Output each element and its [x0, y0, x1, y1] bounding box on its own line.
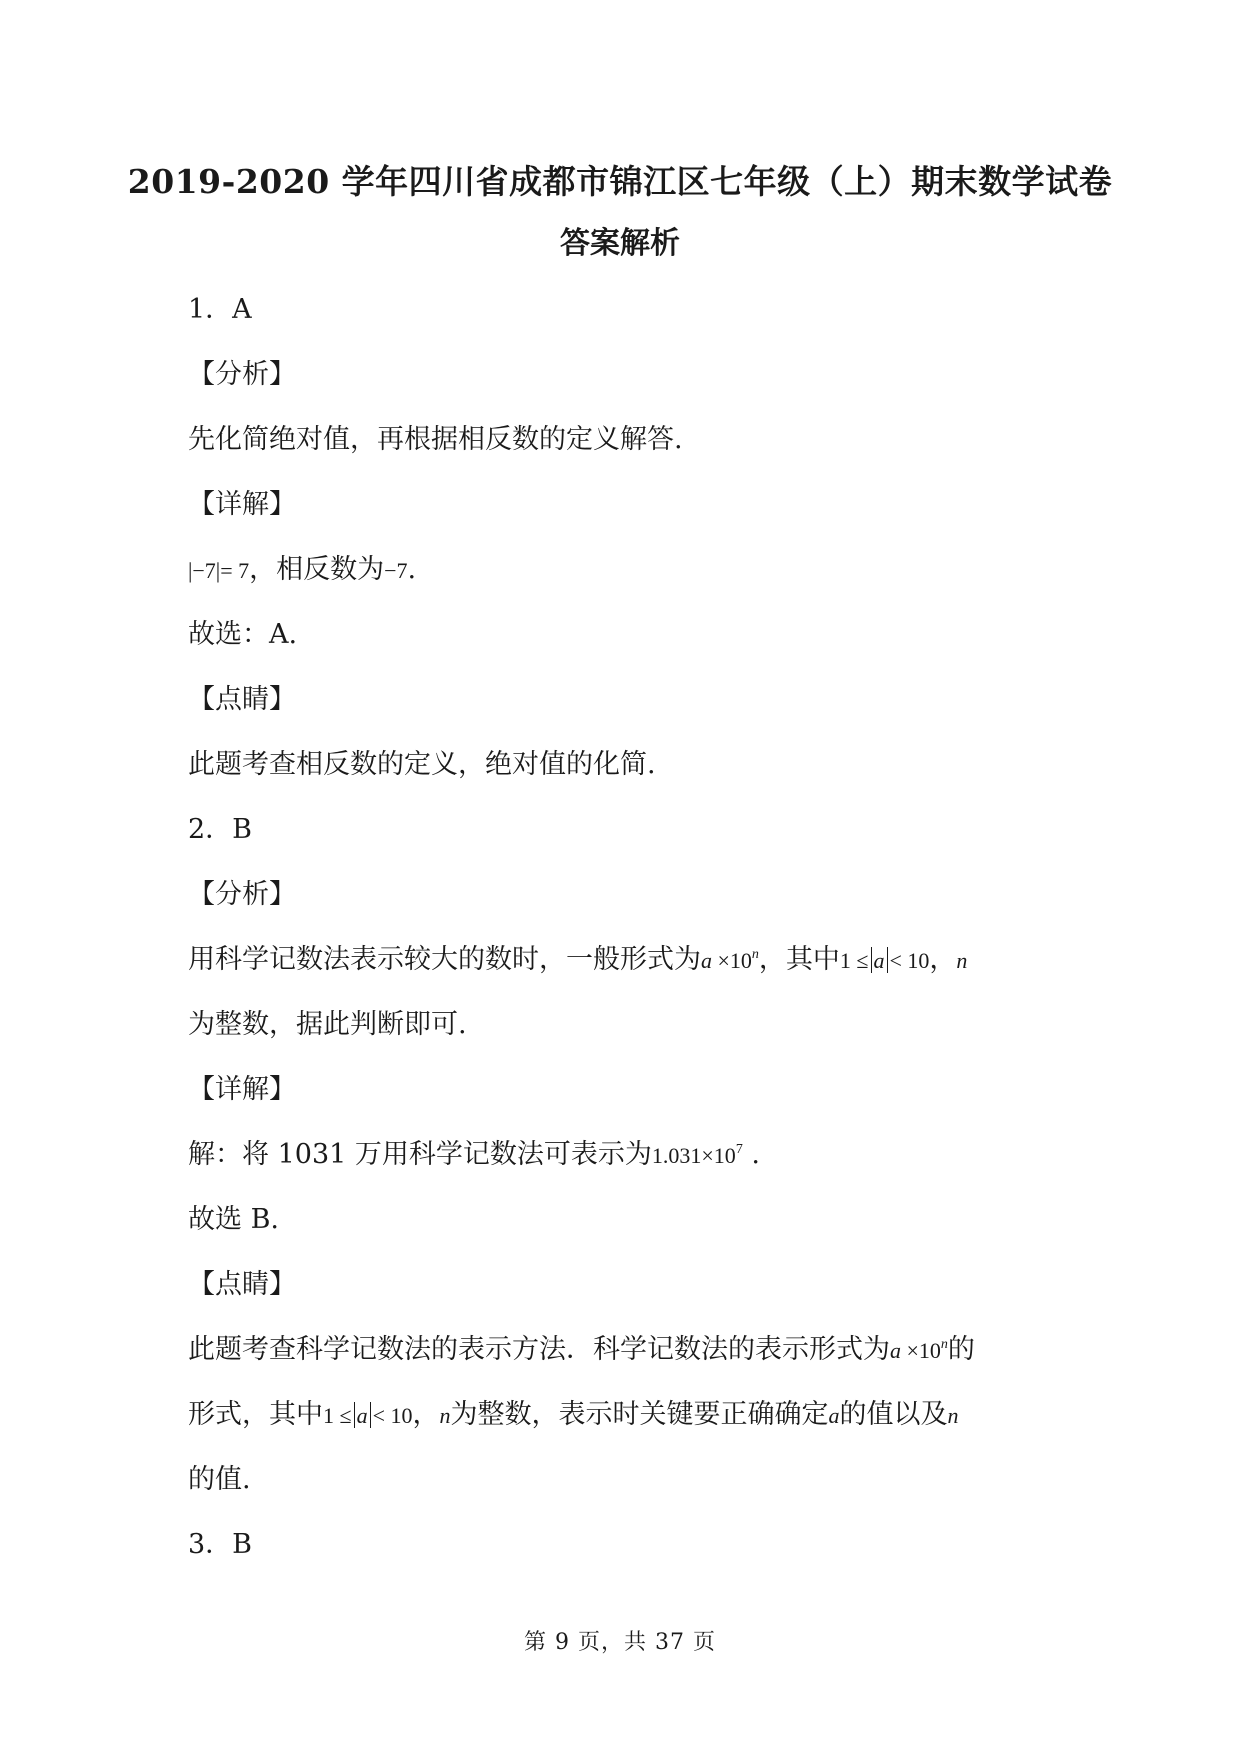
q2-note-tag: 【点睛】 [188, 1269, 296, 1300]
q2-note-text-d: ， [412, 1399, 440, 1430]
q2-note-text-a: 此题考查科学记数法的表示方法．科学记数法的表示形式为 [188, 1334, 890, 1365]
q2-note-form-mid: ×10 [901, 1338, 941, 1363]
abs-bar-left [354, 1402, 355, 1428]
q2-note-form-exp: n [940, 1337, 948, 1352]
q2-note-text-b: 的 [947, 1334, 975, 1365]
q1-analysis-tag: 【分析】 [188, 359, 296, 390]
q1-detail-end: . [407, 554, 417, 585]
q2-note-inequality [323, 1403, 413, 1428]
q2-detail-value [652, 1143, 743, 1168]
q2-detail-tag: 【详解】 [188, 1074, 296, 1105]
q2-analysis-text-a: 用科学记数法表示较大的数时，一般形式为 [188, 944, 701, 975]
q1-answer: 1．A [188, 294, 252, 325]
q2-detail-end: . [742, 1139, 760, 1170]
q2-note-line-3: 的值. [188, 1464, 251, 1495]
q2-form-mid: ×10 [712, 948, 752, 973]
q2-note-var-n: n [439, 1403, 451, 1428]
q2-detail-line [188, 1135, 1058, 1200]
q2-ineq-var: a [873, 948, 885, 973]
answer-content [188, 290, 1058, 1590]
q2-choice: 故选 B. [188, 1204, 280, 1235]
q2-inequality [840, 948, 930, 973]
q2-note-line-1 [188, 1330, 1058, 1395]
q1-detail-line [188, 550, 1058, 615]
q2-analysis-text-b: ，其中 [758, 944, 840, 975]
q2-detail-mantissa: 1.031×10 [651, 1143, 736, 1168]
q2-note-text-c: 形式，其中 [188, 1399, 323, 1430]
q1-note-tag: 【点睛】 [188, 684, 296, 715]
q1-abs-expression: |−7|= 7 [188, 558, 250, 583]
page-title: 2019-2020 学年四川省成都市锦江区七年级（上）期末数学试卷 [127, 162, 1113, 201]
q2-sci-notation-form [701, 948, 759, 973]
q3-answer: 3．B [188, 1529, 253, 1560]
q1-analysis-text: 先化简绝对值，再根据相反数的定义解答. [188, 424, 683, 455]
page-subtitle: 答案解析 [560, 226, 680, 261]
q2-note-var-a: a [828, 1403, 840, 1428]
q2-ineq-left: 1 ≤ [839, 948, 869, 973]
abs-bar-left [871, 947, 872, 973]
q2-note-var-n2: n [947, 1403, 959, 1428]
q2-analysis-tag: 【分析】 [188, 879, 296, 910]
q2-note-ineq-right: < 10 [372, 1403, 413, 1428]
q2-form-exp: n [751, 947, 759, 962]
q2-analysis-line-2: 为整数，据此判断即可. [188, 1009, 467, 1040]
abs-bar-right [887, 947, 888, 973]
q1-opposite-value: −7 [384, 558, 408, 583]
q1-note-text: 此题考查相反数的定义，绝对值的化简. [188, 749, 656, 780]
q2-note-form-var-a: a [890, 1338, 901, 1363]
q1-detail-text: ，相反数为 [249, 554, 385, 585]
q2-var-n: n [956, 948, 968, 973]
q2-note-text-e: 为整数，表示时关键要正确确定 [450, 1399, 829, 1430]
q2-analysis-text-c: ， [929, 944, 957, 975]
q2-note-ineq-left: 1 ≤ [323, 1403, 352, 1428]
abs-bar-right [370, 1402, 371, 1428]
q2-detail-text: 解：将 1031 万用科学记数法可表示为 [188, 1139, 652, 1170]
q2-note-form [890, 1338, 948, 1363]
q2-analysis-line-1 [188, 940, 1058, 1005]
q2-ineq-right: < 10 [889, 948, 930, 973]
q2-answer: 2．B [188, 814, 253, 845]
q2-note-text-f: 的值以及 [839, 1399, 948, 1430]
q1-detail-tag: 【详解】 [188, 489, 296, 520]
q2-note-line-2 [188, 1395, 1058, 1460]
q2-form-var-a: a [701, 948, 712, 973]
q2-note-ineq-var: a [356, 1403, 368, 1428]
q2-detail-exponent: 7 [735, 1142, 743, 1157]
q1-choice: 故选：A. [188, 619, 298, 650]
page-footer: 第 9 页，共 37 页 [524, 1630, 716, 1655]
